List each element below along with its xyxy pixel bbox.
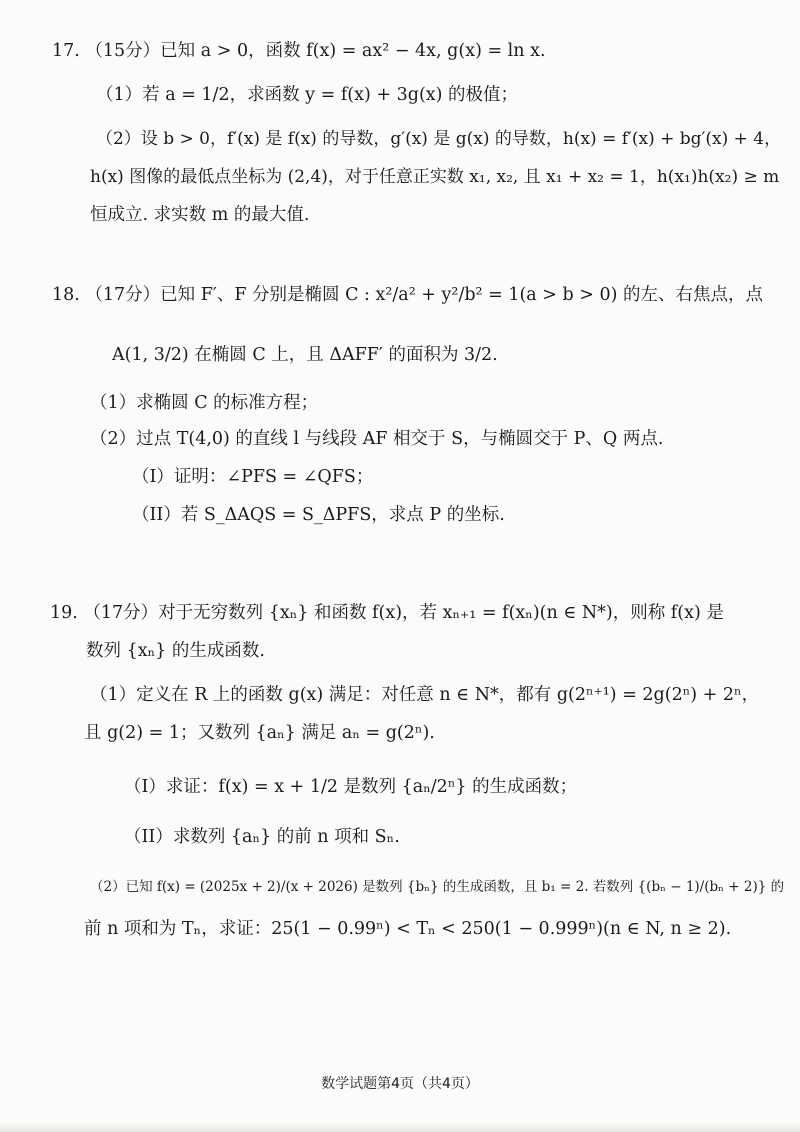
problem-19-part-1-line-1: （1）定义在 R 上的函数 g(x) 满足：对任意 n ∈ N*，都有 g(2ⁿ⁺¹) = 2g(2ⁿ) + 2ⁿ， <box>90 685 760 705</box>
problem-18-part-1: （1）求椭圆 C 的标准方程； <box>90 393 319 413</box>
problem-18-part-2: （2）过点 T(4,0) 的直线 l 与线段 AF 相交于 S，与椭圆交于 P、Q 两点. <box>90 429 664 449</box>
problem-17-part-2-line-3: 恒成立. 求实数 m 的最大值. <box>90 205 310 225</box>
problem-19-stem-line-2: 数列 {xₙ} 的生成函数. <box>86 641 265 661</box>
problem-19-part-1-ii: （II）求数列 {aₙ} 的前 n 项和 Sₙ. <box>124 827 400 847</box>
problem-19-part-2-line-1: （2）已知 f(x) = (2025x + 2)/(x + 2026) 是数列 {bₙ} 的生成函数，且 b₁ = 2. 若数列 {(bₙ − 1)/(bₙ + 2)} 的 <box>90 879 785 895</box>
problem-19-part-1-line-2: 且 g(2) = 1；又数列 {aₙ} 满足 aₙ = g(2ⁿ). <box>84 723 435 743</box>
problem-19-part-1-i: （I）求证：f(x) = x + 1/2 是数列 {aₙ/2ⁿ} 的生成函数； <box>124 777 578 797</box>
problem-17-part-1: （1）若 a = 1/2，求函数 y = f(x) + 3g(x) 的极值； <box>96 85 519 105</box>
problem-18-stem-line-2: A(1, 3/2) 在椭圆 C 上，且 ΔAFF′ 的面积为 3/2. <box>112 345 498 365</box>
problem-19-stem-line-1: 19. （17分）对于无穷数列 {xₙ} 和函数 f(x)，若 xₙ₊₁ = f(xₙ)(n ∈ N*)，则称 f(x) 是 <box>50 603 724 623</box>
problem-18-part-2-i: （I）证明：∠PFS = ∠QFS； <box>132 467 374 487</box>
problem-18-part-2-ii: （II）若 S_ΔAQS = S_ΔPFS，求点 P 的坐标. <box>132 505 505 525</box>
problem-19-part-2-line-2: 前 n 项和为 Tₙ，求证：25(1 − 0.99ⁿ) < Tₙ < 250(1 − 0.999ⁿ)(n ∈ N, n ≥ 2). <box>84 919 732 939</box>
problem-17-part-2-line-2: h(x) 图像的最低点坐标为 (2,4)，对于任意正实数 x₁, x₂, 且 x₁ + x₂ = 1，h(x₁)h(x₂) ≥ m <box>90 167 780 187</box>
scan-edge-shadow <box>0 1122 800 1132</box>
problem-18-stem-line-1: 18. （17分）已知 F′、F 分别是椭圆 C : x²/a² + y²/b² = 1(a > b > 0) 的左、右焦点，点 <box>52 285 764 305</box>
problem-17-stem: 17. （15分）已知 a > 0，函数 f(x) = ax² − 4x, g(x) = ln x. <box>52 41 546 61</box>
page-footer: 数学试题第4页（共4页） <box>321 1076 479 1092</box>
problem-17-part-2-line-1: （2）设 b > 0，f′(x) 是 f(x) 的导数，g′(x) 是 g(x) 的导数，h(x) = f′(x) + bg′(x) + 4， <box>96 129 782 149</box>
